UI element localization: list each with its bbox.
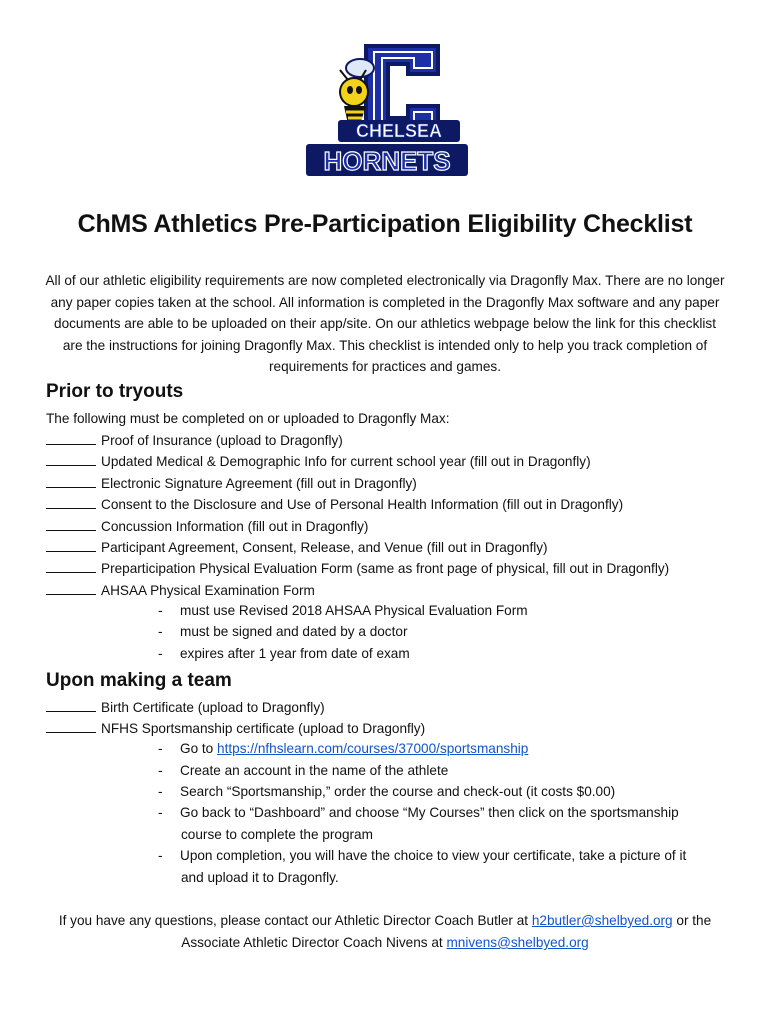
check-blank[interactable]	[46, 518, 96, 531]
section-heading-team: Upon making a team	[46, 670, 232, 691]
step-item: - Upon completion, you will have the choice to view your certificate, take a picture of it	[158, 848, 687, 863]
sportsmanship-course-link[interactable]: https://nfhslearn.com/courses/37000/sportsmanship	[217, 741, 529, 756]
step-item: - Search “Sportsmanship,” order the course and check-out (it costs $0.00)	[158, 784, 616, 799]
chelsea-hornets-logo	[296, 40, 476, 180]
prior-lead: The following must be completed on or uploaded to Dragonfly Max:	[46, 411, 450, 426]
check-blank[interactable]	[46, 560, 96, 573]
contact-footer: If you have any questions, please contact our Athletic Director Coach Butler at h2butler@shelbyed.org or the Associate Athletic Director Coach Nivens at mnivens@shelbyed.org	[58, 913, 712, 950]
section-heading-prior: Prior to tryouts	[46, 381, 184, 402]
step-item: - Create an account in the name of the athlete	[158, 763, 449, 778]
check-blank[interactable]	[46, 582, 96, 595]
sub-item: - must use Revised 2018 AHSAA Physical Evaluation Form	[158, 603, 528, 618]
checklist-item: Birth Certificate (upload to Dragonfly)	[46, 699, 325, 715]
logo-line1: CHELSEA	[355, 121, 443, 141]
step-item-continued: course to complete the program	[181, 827, 373, 842]
checklist-item: NFHS Sportsmanship certificate (upload to Dragonfly)	[46, 720, 425, 736]
checklist-item: Consent to the Disclosure and Use of Personal Health Information (fill out in Dragonfly)	[46, 496, 623, 512]
email-link-butler[interactable]: h2butler@shelbyed.org	[531, 913, 673, 928]
intro-paragraph: All of our athletic eligibility requirements are now completed electronically via Dragonfly Max. There are no longer any paper copies taken at the school. All information is completed in the Dragonfly Max software and any paper documents are able to be uploaded on their app/site. On our athletics webpage below the link for this checklist are the instructions for joining Dragonfly Max. This checklist is intended only to help you track completion of requirements for practices and games.	[45, 273, 725, 374]
check-blank[interactable]	[46, 720, 96, 733]
checklist-item: Preparticipation Physical Evaluation Form (same as front page of physical, fill out in Dragonfly)	[46, 560, 669, 576]
check-blank[interactable]	[46, 496, 96, 509]
check-blank[interactable]	[46, 699, 96, 712]
step-item: - Go back to “Dashboard” and choose “My Courses” then click on the sportsmanship	[158, 805, 679, 820]
sub-item: - expires after 1 year from date of exam	[158, 646, 410, 661]
check-blank[interactable]	[46, 453, 96, 466]
step-goto: - Go to https://nfhslearn.com/courses/37000/sportsmanship	[158, 741, 529, 756]
sub-item: - must be signed and dated by a doctor	[158, 624, 408, 639]
check-blank[interactable]	[46, 475, 96, 488]
checklist-item: Electronic Signature Agreement (fill out in Dragonfly)	[46, 475, 417, 491]
check-blank[interactable]	[46, 432, 96, 445]
page-title: ChMS Athletics Pre-Participation Eligibility Checklist	[77, 210, 693, 238]
check-blank[interactable]	[46, 539, 96, 552]
email-link-nivens[interactable]: mnivens@shelbyed.org	[446, 935, 589, 950]
checklist-item: Participant Agreement, Consent, Release, and Venue (fill out in Dragonfly)	[46, 539, 548, 555]
checklist-item: Updated Medical & Demographic Info for current school year (fill out in Dragonfly)	[46, 453, 591, 469]
checklist-item: Proof of Insurance (upload to Dragonfly)	[46, 432, 343, 448]
logo-line2: HORNETS	[323, 146, 451, 176]
checklist-item: Concussion Information (fill out in Dragonfly)	[46, 518, 368, 534]
checklist-item: AHSAA Physical Examination Form	[46, 582, 315, 598]
step-item-continued: and upload it to Dragonfly.	[181, 870, 339, 885]
